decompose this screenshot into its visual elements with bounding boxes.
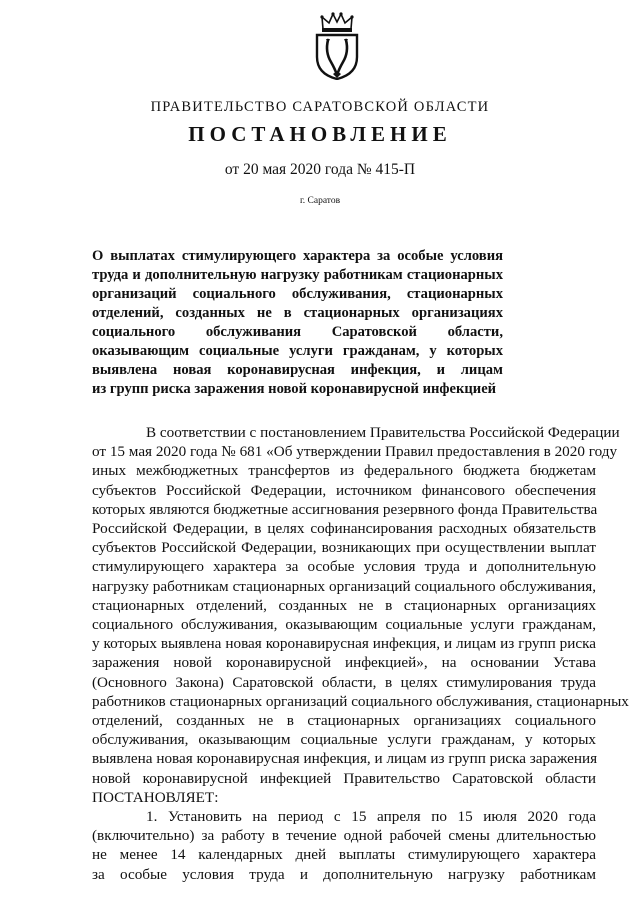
body-line: отделений, созданных не в стационарных организациях социального [92, 712, 596, 730]
body-line: у которых выявлена новая коронавирусная инфекция, и лицам из групп риска [92, 635, 596, 653]
body-line: стационарных отделений, созданных не в стационарных организациях [92, 596, 596, 614]
title-line: из групп риска заражения новой коронавирусной инфекцией [92, 381, 497, 397]
body-line: нагрузку работникам стационарных организаций социального обслуживания, [92, 577, 596, 595]
body-line: за особые условия труда и дополнительную нагрузку работникам [92, 865, 596, 883]
body-line: стимулирующего характера за особые условия труда и дополнительную [92, 558, 596, 576]
body-line: субъектов Российской Федерации, возникающих при осуществлении выплат [92, 539, 596, 557]
body-line: 1. Установить на период с 15 апреля по 15 июля 2020 года [146, 808, 596, 826]
title-line: отделений, созданных не в стационарных организациях [92, 305, 503, 321]
body-line: ПОСТАНОВЛЯЕТ: [92, 788, 219, 806]
body-line: выявлена новая коронавирусная инфекция, и лицам из групп риска заражения [92, 750, 598, 768]
body-line: (Основного Закона) Саратовской области, в целях стимулирования труда [92, 673, 596, 691]
title-line: социального обслуживания Саратовской области, [92, 324, 503, 340]
body-line: от 15 мая 2020 года № 681 «Об утверждении Правил предоставления в 2020 году [92, 443, 618, 461]
body-line: иных межбюджетных трансфертов из федерального бюджета бюджетам [92, 462, 596, 480]
body-line: работников стационарных организаций социального обслуживания, стационарных [92, 692, 629, 710]
body-line: Российской Федерации, в целях софинансирования расходных обязательств [92, 520, 596, 538]
body-line: обслуживания, оказывающим социальные услуги гражданам, у которых [92, 731, 596, 749]
document-body [92, 423, 629, 884]
title-line: организаций социального обслуживания, стационарных [92, 286, 503, 302]
body-line: социального обслуживания, оказывающим социальные услуги гражданам, [92, 616, 596, 634]
body-line: новой коронавирусной инфекцией Правительство Саратовской области [92, 769, 596, 787]
body-line: (включительно) за работу в течение одной рабочей смены длительностью [92, 827, 596, 845]
body-line: которых являются бюджетные ассигнования резервного фонда Правительства [92, 500, 598, 518]
body-line: В соответствии с постановлением Правительства Российской Федерации [146, 424, 620, 441]
title-line: О выплатах стимулирующего характера за особые условия [92, 248, 503, 264]
title-line: оказывающим социальные услуги гражданам, у которых [92, 343, 503, 359]
body-line: субъектов Российской Федерации, источником финансового обеспечения [92, 481, 596, 499]
document-date-number: от 20 мая 2020 года № 415-П [224, 161, 416, 178]
document-title [92, 247, 503, 399]
coat-of-arms-icon [314, 12, 360, 80]
title-line: выявлена новая коронавирусная инфекция, и лицам [92, 362, 503, 378]
body-line: заражения новой коронавирусной инфекцией», на основании Устава [92, 654, 596, 672]
document-city: г. Саратов [299, 196, 341, 206]
organization-name: ПРАВИТЕЛЬСТВО САРАТОВСКОЙ ОБЛАСТИ [150, 99, 490, 115]
document-type: ПОСТАНОВЛЕНИЕ [188, 122, 452, 146]
body-line: не менее 14 календарных дней выплаты стимулирующего характера [92, 846, 596, 864]
title-line: труда и дополнительную нагрузку работникам стационарных [92, 267, 503, 283]
